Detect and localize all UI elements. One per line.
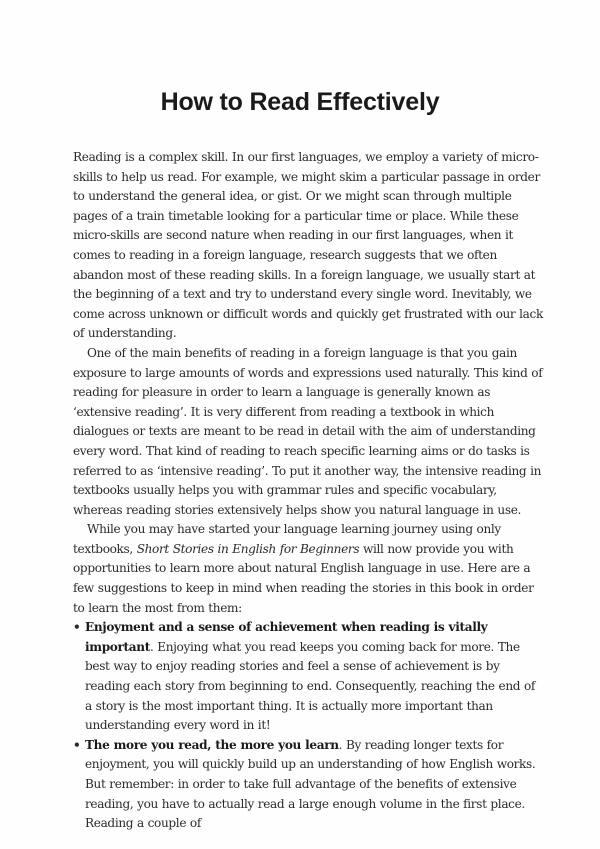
list-item: [73, 618, 543, 736]
list-item: [73, 736, 543, 834]
list-item-heading: The more you read, the more you learn: [85, 737, 339, 752]
body-text: [73, 148, 543, 834]
paragraph-text: While you may have started your language learning journey using only textbooks,: [73, 522, 501, 556]
list-item-heading: Enjoyment and a sense of achievement when reading is vitally important: [85, 620, 488, 654]
paragraph-text: will now provide you with opportunities to learn more about natural English language in use. Here are a few suggestions to keep in mind when reading the stories in this book in order to learn the most from them:: [73, 541, 534, 615]
book-title: Short Stories in English for Beginners: [136, 541, 360, 556]
paragraph-suggestions: [73, 520, 543, 618]
list-item-text: . By reading longer texts for enjoyment, you will quickly build up an understanding of how English works. But remember: in order to take full advantage of the benefits of extensive reading, you have to actually read a large enough volume in the first place. Reading a couple of: [85, 737, 536, 831]
paragraph-intro: Reading is a complex skill. In our first languages, we employ a variety of micro-skills to help us read. For example, we might skim a particular passage in order to understand the general idea, or gist. Or we might scan through multiple pages of a train timetable looking for a particular time or place. While these micro-skills are second nature when reading in our first languages, when it comes to reading in a foreign language, research suggests that we often abandon most of these reading skills. In a foreign language, we usually start at the beginning of a text and try to understand every single word. Inevitably, we come across unknown or difficult words and quickly get frustrated with our lack of understanding.: [73, 150, 543, 341]
list-item-text: . Enjoying what you read keeps you coming back for more. The best way to enjoy reading stories and feel a sense of achievement is by reading each story from beginning to end. Consequently, reaching the end of a story is the most important thing. It is actually more important than understanding every word in it!: [85, 639, 535, 733]
paragraph-extensive-reading: One of the main benefits of reading in a foreign language is that you gain exposure to large amounts of words and expressions used naturally. This kind of reading for pleasure in order to learn a language is generally known as ‘extensive reading’. It is very different from reading a textbook in which dialogues or texts are meant to be read in detail with the aim of understanding every word. That kind of reading to reach specific learning aims or do tasks is referred to as ‘intensive reading’. To put it another way, the intensive reading in textbooks usually helps you with grammar rules and specific vocabulary, whereas reading stories extensively helps show you natural language in use.: [73, 345, 543, 517]
bullet-icon: •: [73, 737, 81, 752]
bullet-icon: •: [73, 620, 81, 635]
page-title: How to Read Effectively: [160, 88, 440, 116]
suggestion-list: [73, 618, 543, 834]
